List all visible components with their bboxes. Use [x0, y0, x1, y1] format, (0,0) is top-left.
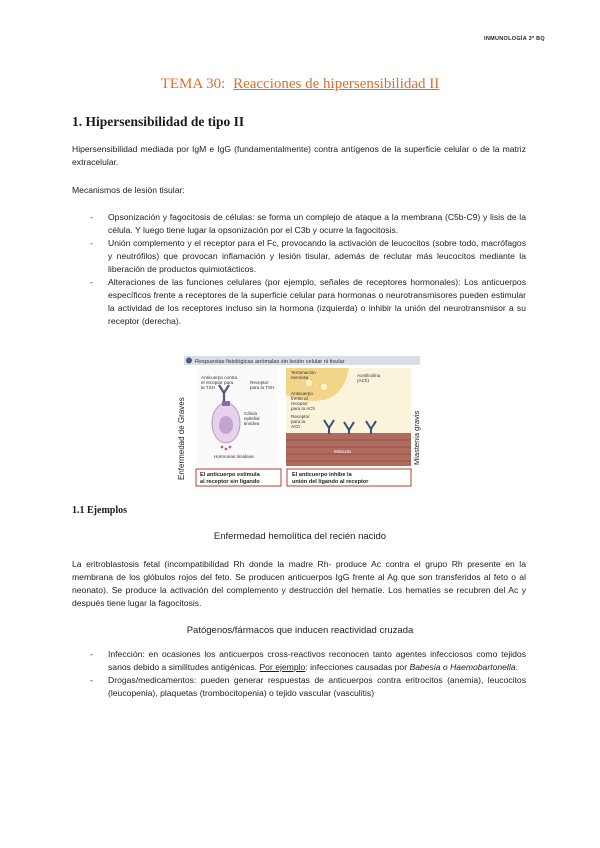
pathogens-list: [72, 648, 526, 700]
title-subtitle: Reacciones de hipersensibilidad II: [233, 76, 440, 92]
svg-text:Célula: Célula: [244, 411, 258, 416]
myasthenia-caption-1: El anticuerpo inhibe la: [292, 472, 352, 478]
svg-text:para la ACh: para la ACh: [291, 406, 316, 411]
list-item: - Alteraciones de las funciones celulares (por ejemplo, señales de receptores hormonales): Los anticuerpos específicos frente a receptores de la superficie celular para hormonas o neurotransmisores pueden estimular la actividad de los receptores incluso sin la hormona (izquierda) o inhibir la unión del neurotransmisor a su receptor (derecha).: [90, 277, 526, 326]
svg-text:Hormonas tiroideas: Hormonas tiroideas: [214, 454, 254, 459]
example-title: Enfermedad hemolítica del recién nacido: [213, 531, 387, 542]
myasthenia-caption-2: unión del ligando al receptor: [292, 479, 369, 485]
section-heading-1-1: 1.1 Ejemplos: [72, 505, 127, 516]
svg-text:(ACh): (ACh): [357, 378, 369, 383]
svg-text:Anticuerpo: Anticuerpo: [291, 391, 313, 396]
mechanisms-list: [72, 211, 526, 328]
svg-text:Receptor: Receptor: [291, 414, 310, 419]
hypersensitivity-figure: [174, 355, 428, 493]
page-title: [0, 76, 600, 93]
species-names: Babesia o Haemobartonella: [409, 662, 516, 672]
myasthenia-panel: [286, 368, 411, 466]
course-header: INMUNOLOGÍA 3º BQ: [484, 36, 545, 42]
graves-label: Enfermedad de Graves: [177, 397, 186, 480]
section-heading-1: 1. Hipersensibilidad de tipo II: [72, 114, 245, 129]
graves-caption-2: al receptor sin ligando: [200, 479, 260, 485]
list-item: - Unión complemento y el receptor para el Fc, provocando la activación de leucocitos (sobre todo, macrófagos y neutrófilos) que provocan inflamación y lesión tisular, además de reclutar más leucocitos mediante la liberación de productos quimiotácticos.: [90, 238, 526, 274]
svg-text:el receptor para: el receptor para: [201, 380, 234, 385]
example-paragraph: La eritroblastosis fetal (incompatibilidad Rh donde la madre Rh- produce Ac contra el grupo Rh presente en la membrana de los glóbulos rojos del feto. Se producen anticuerpos IgG frente al Ag que son transferidos al feto o al neonato). Se produce la activación del complemento y destrucción del hematíe. Los hematíes se recubren del Ac y después tiene lugar la fagocitosis.: [72, 559, 526, 608]
svg-text:tiroidea: tiroidea: [244, 421, 260, 426]
svg-text:ACh: ACh: [291, 424, 300, 429]
graves-panel: [196, 368, 278, 466]
svg-text:para la TSH: para la TSH: [250, 385, 275, 390]
svg-text:la TSH: la TSH: [201, 385, 215, 390]
banner-icon: [186, 358, 192, 364]
svg-text:frente al: frente al: [291, 396, 308, 401]
myasthenia-label: Miastenia gravis: [412, 410, 421, 465]
list-item: - Opsonización y fagocitosis de células: se forma un complejo de ataque a la membrana (C5b-C9) y lisis de la célula. Y luego tiene lugar la opsonización por el C3b y ocurre la fagocitosis.: [90, 212, 526, 235]
svg-text:Terminación: Terminación: [291, 370, 316, 375]
svg-text:nerviosa: nerviosa: [291, 375, 309, 380]
figure-banner: Respuestas fisiológicas anómalas sin lesión celular ni tisular: [195, 359, 345, 365]
svg-text:Acetilcolina: Acetilcolina: [357, 373, 381, 378]
svg-text:Receptor: Receptor: [250, 380, 269, 385]
svg-text:receptor: receptor: [291, 401, 308, 406]
mechanisms-label: Mecanismos de lesión tisular:: [72, 185, 185, 195]
svg-text:para la: para la: [291, 419, 306, 424]
title-prefix: TEMA 30:: [160, 76, 226, 92]
svg-text:epitelial: epitelial: [244, 416, 260, 421]
pathogens-title: Patógenos/fármacos que inducen reactividad cruzada: [186, 625, 414, 636]
example-link: Por ejemplo: [259, 662, 306, 672]
list-item: - Drogas/medicamentos: pueden generar respuestas de anticuerpos contra eritrocitos (anemia), leucocitos (leucopenia), plaquetas (trombocitopenia) o tejido vascular (vasculitis): [90, 675, 526, 698]
svg-text:Músculo: Músculo: [334, 449, 352, 454]
svg-text:Anticuerpo contra: Anticuerpo contra: [201, 375, 238, 380]
graves-caption-1: El anticuerpo estimula: [200, 472, 260, 478]
intro-paragraph: Hipersensibilidad mediada por IgM e IgG (fundamentalmente) contra antígenos de la superficie celular o de la matriz extracelular.: [72, 144, 526, 167]
list-item: - Infección: en ocasiones los anticuerpos cross-reactivos reconocen tanto agentes infecciosos como tejidos sanos debido a similitudes antigénicas. Por ejemplo: infecciones causadas por Babesia o Haemobartonella.: [90, 649, 526, 672]
